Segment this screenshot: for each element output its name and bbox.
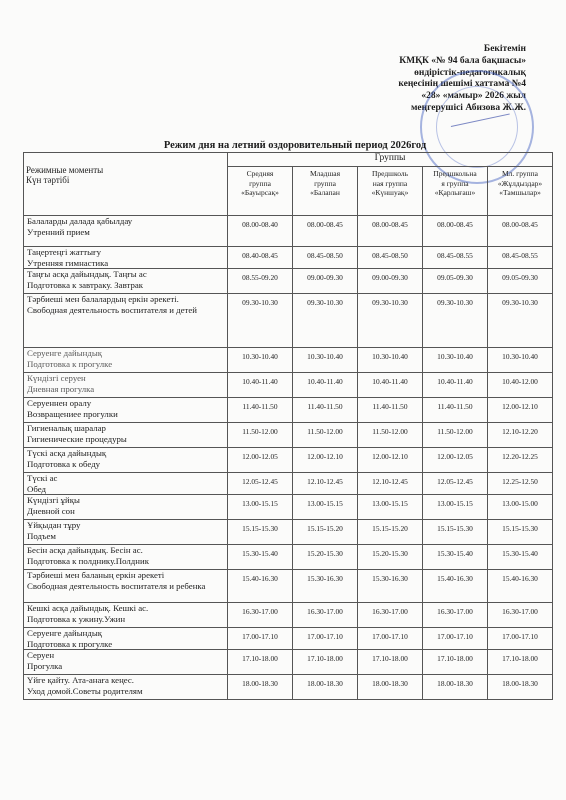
table-row [24, 398, 553, 423]
group-header-line: группа [249, 178, 271, 188]
time-cell: 12.25-12.50 [488, 473, 553, 495]
time-cell: 09.30-10.30 [423, 294, 488, 348]
table-row [24, 216, 553, 247]
activity-cell [24, 373, 228, 398]
time-cell: 10.40-11.40 [228, 373, 293, 398]
approval-line-3: өндірістік-педагогикалық [414, 67, 526, 78]
activity-kz: Таңғы асқа дайындық. Таңғы ас [27, 269, 147, 279]
group-header [488, 167, 553, 216]
time-cell: 13.00-15.15 [358, 495, 423, 520]
group-header-line: ная группа [372, 178, 408, 188]
activity-cell [24, 348, 228, 373]
time-cell: 15.40-16.30 [488, 570, 553, 603]
activity-ru: Возвращениее прогулки [27, 408, 118, 419]
time-cell: 10.30-10.40 [488, 348, 553, 373]
group-header [293, 167, 358, 216]
time-cell: 10.40-11.40 [358, 373, 423, 398]
time-cell: 10.30-10.40 [358, 348, 423, 373]
time-cell: 08.00-08.45 [488, 216, 553, 247]
time-cell: 13.00-15.15 [423, 495, 488, 520]
activity-cell [24, 473, 228, 495]
activity-cell [24, 603, 228, 628]
time-cell: 17.10-18.00 [423, 650, 488, 675]
activity-ru: Прогулка [27, 660, 63, 671]
group-header-line: «Тамшылар» [499, 188, 541, 197]
activity-ru: Уход домой.Советы родителям [27, 685, 143, 696]
activity-ru: Подготовка к полднику.Полдник [27, 555, 149, 566]
time-cell: 13.00-15.15 [228, 495, 293, 520]
activity-cell [24, 570, 228, 603]
group-header-line: Предшколь [371, 169, 409, 178]
time-cell: 12.05-12.45 [423, 473, 488, 495]
time-cell: 17.10-18.00 [293, 650, 358, 675]
activity-cell [24, 423, 228, 448]
time-cell: 18.00-18.30 [293, 675, 358, 700]
table-row [24, 373, 553, 398]
time-cell: 15.15-15.20 [358, 520, 423, 545]
time-cell: 09.30-10.30 [293, 294, 358, 348]
time-cell: 13.00-15.15 [293, 495, 358, 520]
activity-ru: Свободная деятельность воспитателя и детей [27, 304, 197, 315]
time-cell: 16.30-17.00 [293, 603, 358, 628]
time-cell: 09.05-09.30 [488, 269, 553, 294]
activity-kz: Ұйқыдан тұру [27, 520, 81, 530]
time-cell: 08.00-08.40 [228, 216, 293, 247]
approval-line-4: кеңесінің шешімі хаттама №4 [398, 79, 526, 90]
activity-kz: Таңертеңгі жаттығу [27, 247, 102, 257]
time-cell: 12.10-12.20 [488, 423, 553, 448]
time-cell: 15.30-15.40 [423, 545, 488, 570]
time-cell: 15.30-15.40 [488, 545, 553, 570]
group-header-line: «Күншуақ» [371, 188, 409, 197]
time-cell: 12.00-12.05 [423, 448, 488, 473]
group-header-line: группа [314, 178, 336, 188]
time-cell: 11.50-12.00 [293, 423, 358, 448]
time-cell: 11.40-11.50 [293, 398, 358, 423]
table-row [24, 247, 553, 269]
time-cell: 17.00-17.10 [488, 628, 553, 650]
table-row [24, 603, 553, 628]
activity-ru: Дневная прогулка [27, 383, 95, 394]
time-cell: 08.00-08.45 [293, 216, 358, 247]
activity-kz: Үйге қайту. Ата-анаға кеңес. [27, 675, 135, 685]
table-row [24, 675, 553, 700]
table-row [24, 269, 553, 294]
time-cell: 15.40-16.30 [423, 570, 488, 603]
activity-ru: Утренний прием [27, 226, 90, 237]
time-cell: 18.00-18.30 [488, 675, 553, 700]
activity-cell [24, 269, 228, 294]
activity-cell [24, 650, 228, 675]
time-cell: 16.30-17.00 [228, 603, 293, 628]
time-cell: 12.00-12.10 [488, 398, 553, 423]
group-header [228, 167, 293, 216]
time-cell: 11.50-12.00 [358, 423, 423, 448]
time-cell: 15.30-16.30 [293, 570, 358, 603]
time-cell: 15.30-16.30 [358, 570, 423, 603]
time-cell: 12.10-12.45 [358, 473, 423, 495]
activity-cell [24, 216, 228, 247]
activity-cell [24, 247, 228, 269]
time-cell: 12.00-12.05 [228, 448, 293, 473]
time-cell: 11.40-11.50 [423, 398, 488, 423]
activity-ru: Подготовка к прогулке [27, 358, 113, 369]
time-cell: 08.45-08.50 [293, 247, 358, 269]
time-cell: 13.00-15.00 [488, 495, 553, 520]
activity-ru: Подготовка к прогулке [27, 638, 113, 649]
time-cell: 10.40-11.40 [293, 373, 358, 398]
time-cell: 10.30-10.40 [423, 348, 488, 373]
time-cell: 08.45-08.55 [423, 247, 488, 269]
time-cell: 12.00-12.10 [293, 448, 358, 473]
header-moments [24, 153, 228, 216]
activity-ru: Свободная деятельность воспитателя и ребенка [27, 580, 206, 591]
activity-kz: Күндізгі серуен [27, 373, 86, 383]
time-cell: 15.15-15.30 [228, 520, 293, 545]
time-cell: 09.05-09.30 [423, 269, 488, 294]
activity-kz: Түскі ас [27, 473, 58, 483]
time-cell: 10.30-10.40 [293, 348, 358, 373]
group-header [358, 167, 423, 216]
activity-ru: Утренняя гимнастика [27, 257, 109, 268]
time-cell: 11.40-11.50 [358, 398, 423, 423]
time-cell: 18.00-18.30 [423, 675, 488, 700]
time-cell: 17.00-17.10 [293, 628, 358, 650]
activity-kz: Түскі асқа дайындық [27, 448, 107, 458]
time-cell: 15.15-15.30 [423, 520, 488, 545]
table-row [24, 628, 553, 650]
activity-kz: Кешкі асқа дайындық. Кешкі ас. [27, 603, 149, 613]
activity-cell [24, 520, 228, 545]
time-cell: 11.50-12.00 [423, 423, 488, 448]
activity-kz: Серуенге дайындық [27, 628, 103, 638]
activity-cell [24, 545, 228, 570]
activity-ru: Подготовка к обеду [27, 458, 101, 469]
time-cell: 08.40-08.45 [228, 247, 293, 269]
activity-ru: Подъем [27, 530, 56, 541]
activity-kz: Серуен [27, 650, 55, 660]
table-row [24, 294, 553, 348]
group-header [423, 167, 488, 216]
group-header-line: я группа [441, 178, 469, 188]
group-header-line: Мл. группа [502, 169, 539, 178]
activity-kz: Гигиеналық шаралар [27, 423, 106, 433]
activity-ru: Дневной сон [27, 505, 75, 516]
table-row [24, 348, 553, 373]
time-cell: 10.40-12.00 [488, 373, 553, 398]
time-cell: 15.30-15.40 [228, 545, 293, 570]
time-cell: 16.30-17.00 [423, 603, 488, 628]
page-title: Режим дня на летний оздоровительный период 2026год [163, 140, 427, 151]
table-row [24, 495, 553, 520]
time-cell: 11.50-12.00 [228, 423, 293, 448]
time-cell: 09.00-09.30 [293, 269, 358, 294]
activity-kz: Серуенге дайындық [27, 348, 103, 358]
activity-cell [24, 675, 228, 700]
group-header-line: Младшая [309, 169, 341, 178]
table-row [24, 473, 553, 495]
table-row [24, 520, 553, 545]
time-cell: 15.40-16.30 [228, 570, 293, 603]
activity-cell [24, 294, 228, 348]
time-cell: 10.40-11.40 [423, 373, 488, 398]
time-cell: 17.10-18.00 [358, 650, 423, 675]
time-cell: 17.00-17.10 [423, 628, 488, 650]
time-cell: 09.00-09.30 [358, 269, 423, 294]
time-cell: 17.10-18.00 [228, 650, 293, 675]
header-moments-ru: Режимные моменты [26, 165, 104, 175]
table-row [24, 448, 553, 473]
approval-line-1: Бекітемін [483, 44, 526, 54]
time-cell: 12.20-12.25 [488, 448, 553, 473]
table-row [24, 423, 553, 448]
time-cell: 17.00-17.10 [358, 628, 423, 650]
time-cell: 12.05-12.45 [228, 473, 293, 495]
time-cell: 15.15-15.20 [293, 520, 358, 545]
group-header-line: Предшкольна [433, 169, 477, 178]
time-cell: 10.30-10.40 [228, 348, 293, 373]
group-header-line: «Бауырсақ» [241, 188, 279, 197]
time-cell: 16.30-17.00 [488, 603, 553, 628]
time-cell: 18.00-18.30 [358, 675, 423, 700]
activity-cell [24, 398, 228, 423]
time-cell: 15.15-15.30 [488, 520, 553, 545]
time-cell: 12.00-12.10 [358, 448, 423, 473]
time-cell: 08.45-08.50 [358, 247, 423, 269]
time-cell: 08.00-08.45 [358, 216, 423, 247]
activity-kz: Балаларды далада қабылдау [27, 216, 133, 226]
table-row [24, 545, 553, 570]
time-cell: 16.30-17.00 [358, 603, 423, 628]
time-cell: 15.20-15.30 [358, 545, 423, 570]
activity-kz: Тәрбиеші мен баланың еркін әрекеті [27, 570, 165, 580]
header-moments-kz: Күн тәртібі [26, 175, 70, 185]
activity-ru: Подготовка к завтраку. Завтрак [27, 279, 144, 290]
time-cell: 09.30-10.30 [488, 294, 553, 348]
activity-ru: Обед [27, 483, 46, 494]
time-cell: 18.00-18.30 [228, 675, 293, 700]
activity-ru: Подготовка к ужину.Ужин [27, 613, 126, 624]
table-row [24, 650, 553, 675]
approval-line-5: «28» «мамыр» 2026 жыл [421, 91, 526, 102]
schedule-body [24, 216, 553, 700]
time-cell: 15.20-15.30 [293, 545, 358, 570]
activity-cell [24, 628, 228, 650]
approval-line-6: меңгерушісі Абизова Ж.Ж. [410, 102, 526, 113]
group-header-line: «Балапан [310, 188, 340, 197]
time-cell: 11.40-11.50 [228, 398, 293, 423]
activity-kz: Күндізгі ұйқы [27, 495, 80, 505]
group-header-line: Средняя [246, 169, 274, 178]
time-cell: 09.30-10.30 [228, 294, 293, 348]
activity-kz: Серуеннен оралу [27, 398, 92, 408]
schedule-table [23, 152, 553, 700]
approval-line-2: КМҚК «№ 94 бала бақшасы» [399, 55, 526, 66]
time-cell: 17.00-17.10 [228, 628, 293, 650]
group-header-line: «Жұлдыздар» [497, 178, 543, 188]
time-cell: 09.30-10.30 [358, 294, 423, 348]
time-cell: 08.45-08.55 [488, 247, 553, 269]
activity-cell [24, 495, 228, 520]
activity-ru: Гигиенические процедуры [27, 433, 127, 444]
time-cell: 08.00-08.45 [423, 216, 488, 247]
header-groups: Группы [228, 153, 553, 167]
group-header-line: «Қарлығаш» [434, 188, 476, 197]
time-cell: 08.55-09.20 [228, 269, 293, 294]
activity-kz: Тәрбиеші мен балалардың еркін әрекеті. [27, 294, 179, 304]
activity-cell [24, 448, 228, 473]
table-row [24, 570, 553, 603]
time-cell: 12.10-12.45 [293, 473, 358, 495]
activity-kz: Бесін асқа дайындық. Бесін ас. [27, 545, 143, 555]
time-cell: 17.10-18.00 [488, 650, 553, 675]
